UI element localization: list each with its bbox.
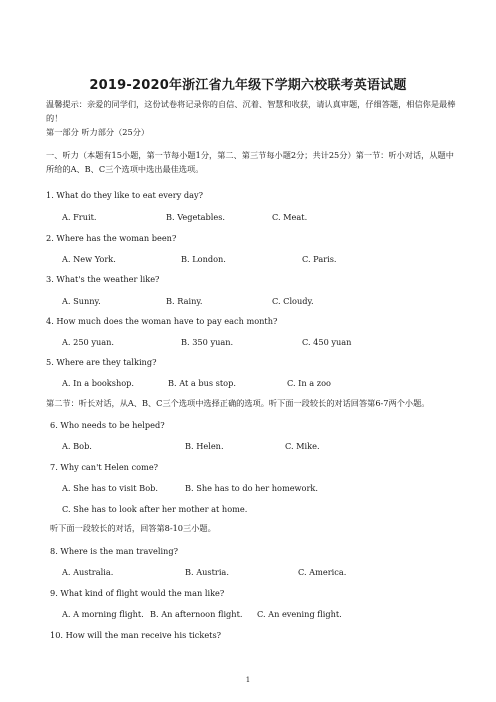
- option-6b: B. Helen.: [185, 441, 224, 451]
- option-6c: C. Mike.: [285, 441, 320, 451]
- option-8c: C. America.: [298, 567, 347, 577]
- option-5b: B. At a bus stop.: [168, 378, 236, 388]
- option-2c: C. Paris.: [302, 254, 337, 264]
- option-8b: B. Austria.: [185, 567, 229, 577]
- option-9b: B. An afternoon flight.: [150, 609, 243, 619]
- question-2: 2. Where has the woman been?: [46, 233, 177, 243]
- option-5c: C. In a zoo: [287, 378, 331, 388]
- page-number: 1: [245, 676, 251, 684]
- section3-intro: 听下面一段较长的对话，回答第8-10三小题。: [50, 523, 216, 533]
- option-1a: A. Fruit.: [62, 212, 97, 222]
- option-3b: B. Rainy.: [166, 296, 203, 306]
- section1-intro: 一、听力（本题有15小题，第一节每小题1分，第二、第三节每小题2分；共计25分）第一节：听小对话，从题中所给的A、B、C三个选项中选出最佳选项。: [46, 150, 454, 174]
- question-6: 6. Who needs to be helped?: [50, 420, 165, 430]
- option-2b: B. London.: [181, 254, 226, 264]
- option-4b: B. 350 yuan.: [181, 337, 234, 347]
- option-3c: C. Cloudy.: [272, 296, 314, 306]
- option-6a: A. Bob.: [62, 441, 92, 451]
- question-10: 10. How will the man receive his tickets?: [50, 630, 222, 640]
- question-3: 3. What's the weather like?: [46, 274, 160, 284]
- question-7: 7. Why can't Helen come?: [50, 462, 159, 472]
- question-8: 8. Where is the man traveling?: [50, 546, 178, 556]
- page-title: 2019-2020年浙江省九年级下学期六校联考英语试题: [89, 78, 407, 93]
- question-5: 5. Where are they talking?: [46, 357, 157, 367]
- option-3a: A. Sunny.: [62, 296, 101, 306]
- option-4a: A. 250 yuan.: [62, 337, 115, 347]
- section2-intro: 第二节：听长对话，从A、B、C三个选项中选择正确的选项。听下面一段较长的对话回答第6-7两个小题。: [46, 398, 430, 408]
- option-4c: C. 450 yuan: [302, 337, 352, 347]
- question-1: 1. What do they like to eat every day?: [46, 190, 203, 200]
- option-1c: C. Meat.: [272, 212, 308, 222]
- option-7b: B. She has to do her homework.: [185, 483, 318, 493]
- option-7c: C. She has to look after her mother at home.: [62, 504, 248, 514]
- option-9c: C. An evening flight.: [257, 609, 342, 619]
- option-9a: A. A morning flight.: [62, 609, 144, 619]
- option-2a: A. New York.: [62, 254, 116, 264]
- question-4: 4. How much does the woman have to pay each month?: [46, 316, 278, 326]
- option-5a: A. In a bookshop.: [62, 378, 135, 388]
- question-9: 9. What kind of flight would the man like?: [50, 588, 225, 598]
- option-1b: B. Vegetables.: [166, 212, 225, 222]
- part-heading: 第一部分 听力部分（25分）: [46, 127, 150, 137]
- option-7a: A. She has to visit Bob.: [62, 483, 158, 493]
- option-8a: A. Australia.: [62, 567, 114, 577]
- notice-text: 温馨提示：亲爱的同学们，这份试卷将记录你的自信、沉着、智慧和收获，请认真审题，仔细答题，相信你是最棒的！: [46, 99, 456, 123]
